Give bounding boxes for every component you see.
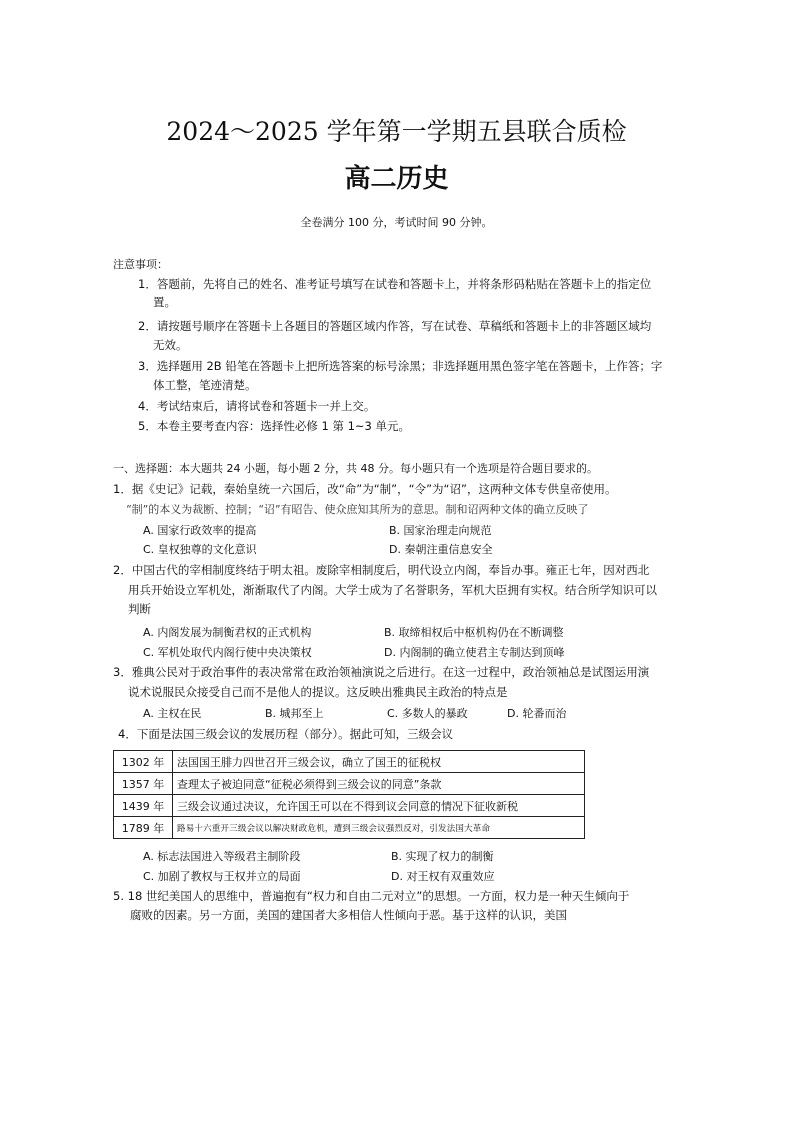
q1-option-a: A. 国家行政效率的提高	[143, 524, 257, 537]
q4-stem: 4．下面是法国三级会议的发展历程（部分）。据此可知，三级会议	[118, 727, 454, 741]
q2-option-c: C. 军机处取代内阁行使中央决策权	[143, 646, 312, 659]
table-year: 1789 年	[114, 817, 173, 839]
table-year: 1302 年	[114, 751, 173, 773]
q3-option-c: C. 多数人的暴政	[387, 707, 468, 720]
table-event: 三级会议通过决议，允许国王可以在不得到议会同意的情况下征收新税	[173, 795, 585, 817]
table-year: 1357 年	[114, 773, 173, 795]
q1-stem: 1．据《史记》记载，秦始皇统一六国后，改“命”为“制”，“令”为“诏”，这两种文体专供皇帝使用。	[113, 482, 617, 496]
table-event: 法国国王腓力四世召开三级会议，确立了国王的征税权	[173, 751, 585, 773]
q5-line1: 5. 18 世纪美国人的思维中，普遍抱有“权力和自由二元对立”的思想。一方面，权力是一种天生倾向于	[113, 889, 630, 903]
notice-item-2-line2: 无效。	[153, 338, 188, 352]
notice-item-4: 4．考试结束后，请将试卷和答题卡一并上交。	[138, 399, 376, 413]
q2-option-d: D. 内阁制的确立使君主专制达到顶峰	[384, 646, 565, 659]
notice-item-2-line1: 2．请按题号顺序在答题卡上各题目的答题区域内作答，写在试卷、草稿纸和答题卡上的非答题区域均	[138, 319, 652, 333]
q4-option-b: B. 实现了权力的制衡	[391, 850, 494, 863]
q1-option-c: C. 皇权独尊的文化意识	[143, 543, 257, 556]
q3-option-a: A. 主权在民	[143, 707, 202, 720]
q2-line2: 用兵开始设立军机处，渐渐取代了内阁。大学士成为了名誉职务，军机大臣拥有实权。结合所学知识可以	[128, 583, 657, 597]
q4-table	[113, 750, 585, 839]
q3-option-d: D. 轮番而治	[507, 707, 567, 720]
q4-option-c: C. 加剧了教权与王权并立的局面	[143, 870, 301, 883]
table-year: 1439 年	[114, 795, 173, 817]
q2-line1: 2．中国古代的宰相制度终结于明太祖。废除宰相制度后，明代设立内阁，奉旨办事。雍正七年，因对西北	[113, 563, 650, 577]
notice-item-5: 5．本卷主要考查内容：选择性必修 1 第 1~3 单元。	[138, 419, 411, 433]
section-heading: 一、选择题：本大题共 24 小题，每小题 2 分，共 48 分。每小题只有一个选项是符合题目要求的。	[113, 462, 598, 475]
notice-heading: 注意事项：	[113, 258, 168, 271]
table-row	[114, 773, 585, 795]
table-row	[114, 795, 585, 817]
notice-item-1-line2: 置。	[153, 295, 176, 309]
exam-subject: 高二历史	[344, 164, 449, 194]
q3-line1: 3．雅典公民对于政治事件的表决常常在政治领袖演说之后进行。在这一过程中，政治领袖总是试图运用演	[113, 665, 650, 679]
q2-option-a: A. 内阁发展为制衡君权的正式机构	[143, 626, 312, 639]
q4-option-a: A. 标志法国进入等级君主制阶段	[143, 850, 301, 863]
notice-item-1-line1: 1．答题前，先将自己的姓名、准考证号填写在试卷和答题卡上，并将条形码粘贴在答题卡上的指定位	[138, 277, 652, 291]
exam-title: 2024～2025 学年第一学期五县联合质检	[166, 117, 627, 146]
q2-line3: 判断	[128, 602, 151, 616]
q1-option-b: B. 国家治理走向规范	[389, 524, 492, 537]
q2-option-b: B. 取缔相权后中枢机构仍在不断调整	[384, 626, 564, 639]
q4-option-d: D. 对王权有双重效应	[391, 870, 495, 883]
q5-line2: 腐败的因素。另一方面，美国的建国者大多相信人性倾向于恶。基于这样的认识，美国	[130, 908, 567, 922]
table-event: 查理太子被迫同意“征税必须得到三级会议的同意”条款	[173, 773, 585, 795]
table-event: 路易十六重开三级会议以解决财政危机，遭到三级会议强烈反对，引发法国大革命	[173, 817, 585, 839]
table-row	[114, 751, 585, 773]
notice-item-3-line2: 体工整，笔迹清楚。	[153, 378, 257, 392]
exam-meta: 全卷满分 100 分，考试时间 90 分钟。	[300, 216, 493, 229]
q3-line2: 说术说服民众接受自己而不是他人的提议。这反映出雅典民主政治的特点是	[128, 685, 508, 699]
notice-item-3-line1: 3．选择题用 2B 铅笔在答题卡上把所选答案的标号涂黑；非选择题用黑色签字笔在答题卡，上作答；字	[138, 359, 663, 373]
table-row	[114, 817, 585, 839]
q1-quote: “制”的本义为裁断、控制；“诏”有昭告、使众庶知其所为的意思。制和诏两种文体的确立反映了	[126, 503, 589, 516]
q1-option-d: D. 秦朝注重信息安全	[389, 543, 493, 556]
q3-option-b: B. 城邦至上	[265, 707, 324, 720]
